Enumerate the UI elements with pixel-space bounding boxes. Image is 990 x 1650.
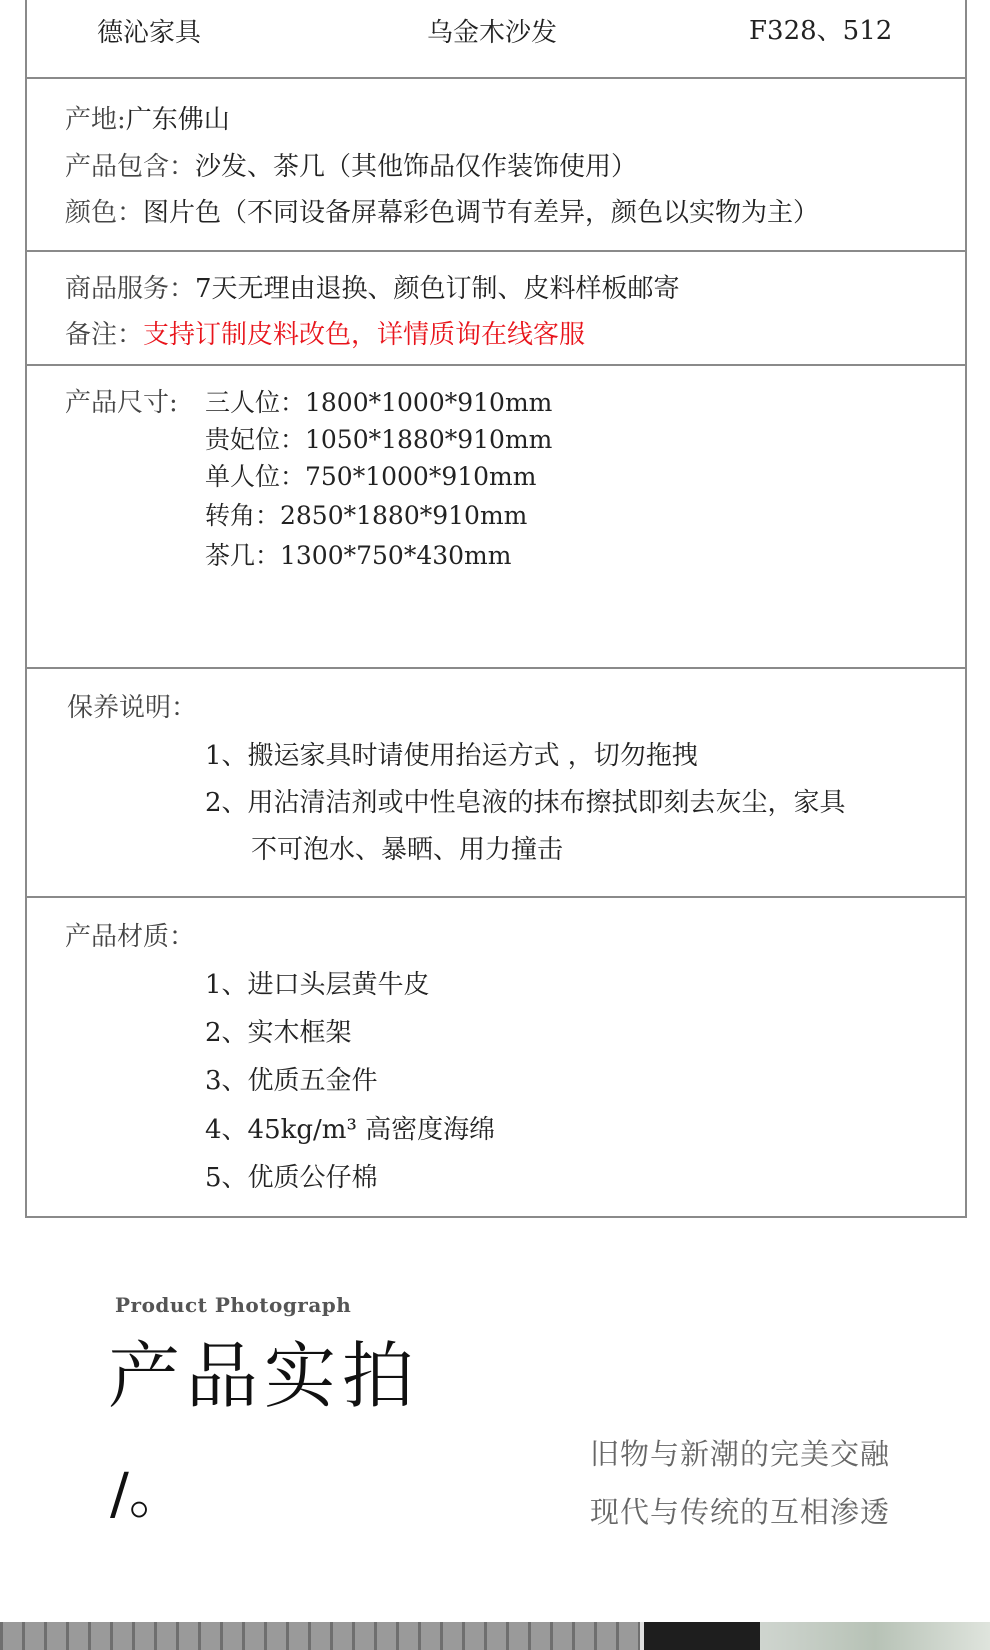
color-line [65, 192, 819, 229]
origin-value: 广东佛山 [125, 105, 230, 135]
size-item: 贵妃位：1050*1880*910mm [205, 425, 553, 454]
section-title-zh: 产品实拍 [108, 1334, 421, 1418]
section-title-en: Product Photograph [115, 1293, 352, 1317]
size-label: 产品尺寸: [65, 388, 178, 418]
header-row [27, 0, 965, 79]
basic-info-row [27, 79, 965, 252]
size-item: 三人位：1800*1000*910mm [205, 388, 553, 417]
photo-wall-panel [0, 1622, 640, 1650]
material-row [27, 898, 965, 1218]
material-item: 2、实木框架 [205, 1018, 352, 1048]
color-value: 图片色（不同设备屏幕彩色调节有差异，颜色以实物为主） [143, 198, 820, 228]
size-item: 转角：2850*1880*910mm [205, 501, 528, 530]
care-item: 1、搬运家具时请使用抬运方式 ，切勿拖拽 [205, 741, 698, 771]
size-row [27, 366, 965, 669]
care-row [27, 669, 965, 898]
service-value: 7天无理由退换、颜色订制、皮料样板邮寄 [195, 274, 680, 304]
product-spec-table [25, 0, 967, 1218]
remark-value: 支持订制皮料改色，详情质询在线客服 [143, 320, 586, 350]
remark-label: 备注： [65, 320, 144, 350]
service-line [65, 268, 680, 305]
product-name: 乌金木沙发 [427, 18, 558, 48]
contents-label: 产品包含： [65, 152, 196, 182]
material-item: 4、45kg/m³ 高密度海绵 [205, 1115, 496, 1145]
material-item: 5、优质公仔棉 [205, 1163, 378, 1193]
origin-line [65, 99, 230, 136]
remark-line [65, 314, 585, 351]
contents-value: 沙发、茶几（其他饰品仅作装饰使用） [195, 152, 638, 182]
size-item: 单人位：750*1000*910mm [205, 462, 537, 491]
care-item: 2、用沾清洁剂或中性皂液的抹布擦拭即刻去灰尘，家具 [205, 788, 846, 818]
service-label: 商品服务： [65, 274, 196, 304]
material-item: 3、优质五金件 [205, 1066, 378, 1096]
slogan-line-2: 现代与传统的互相渗透 [590, 1495, 891, 1529]
contents-line [65, 146, 637, 183]
model-number: F328、512 [749, 16, 893, 46]
care-label: 保养说明： [67, 693, 198, 723]
material-item: 1、进口头层黄牛皮 [205, 970, 430, 1000]
size-item: 茶几：1300*750*430mm [205, 541, 512, 570]
color-label: 颜色： [65, 198, 144, 228]
slogan-line-1: 旧物与新潮的完美交融 [590, 1437, 891, 1471]
photo-window-frame [640, 1622, 760, 1650]
service-row [27, 252, 965, 366]
care-item-continued: 不可泡水、暴晒、用力撞击 [251, 835, 564, 865]
brand-name: 德沁家具 [97, 18, 202, 48]
section-slash-mark: /。 [110, 1462, 185, 1527]
origin-label: 产地: [65, 105, 126, 135]
photo-window-view [760, 1622, 990, 1650]
material-label: 产品材质： [65, 922, 196, 952]
